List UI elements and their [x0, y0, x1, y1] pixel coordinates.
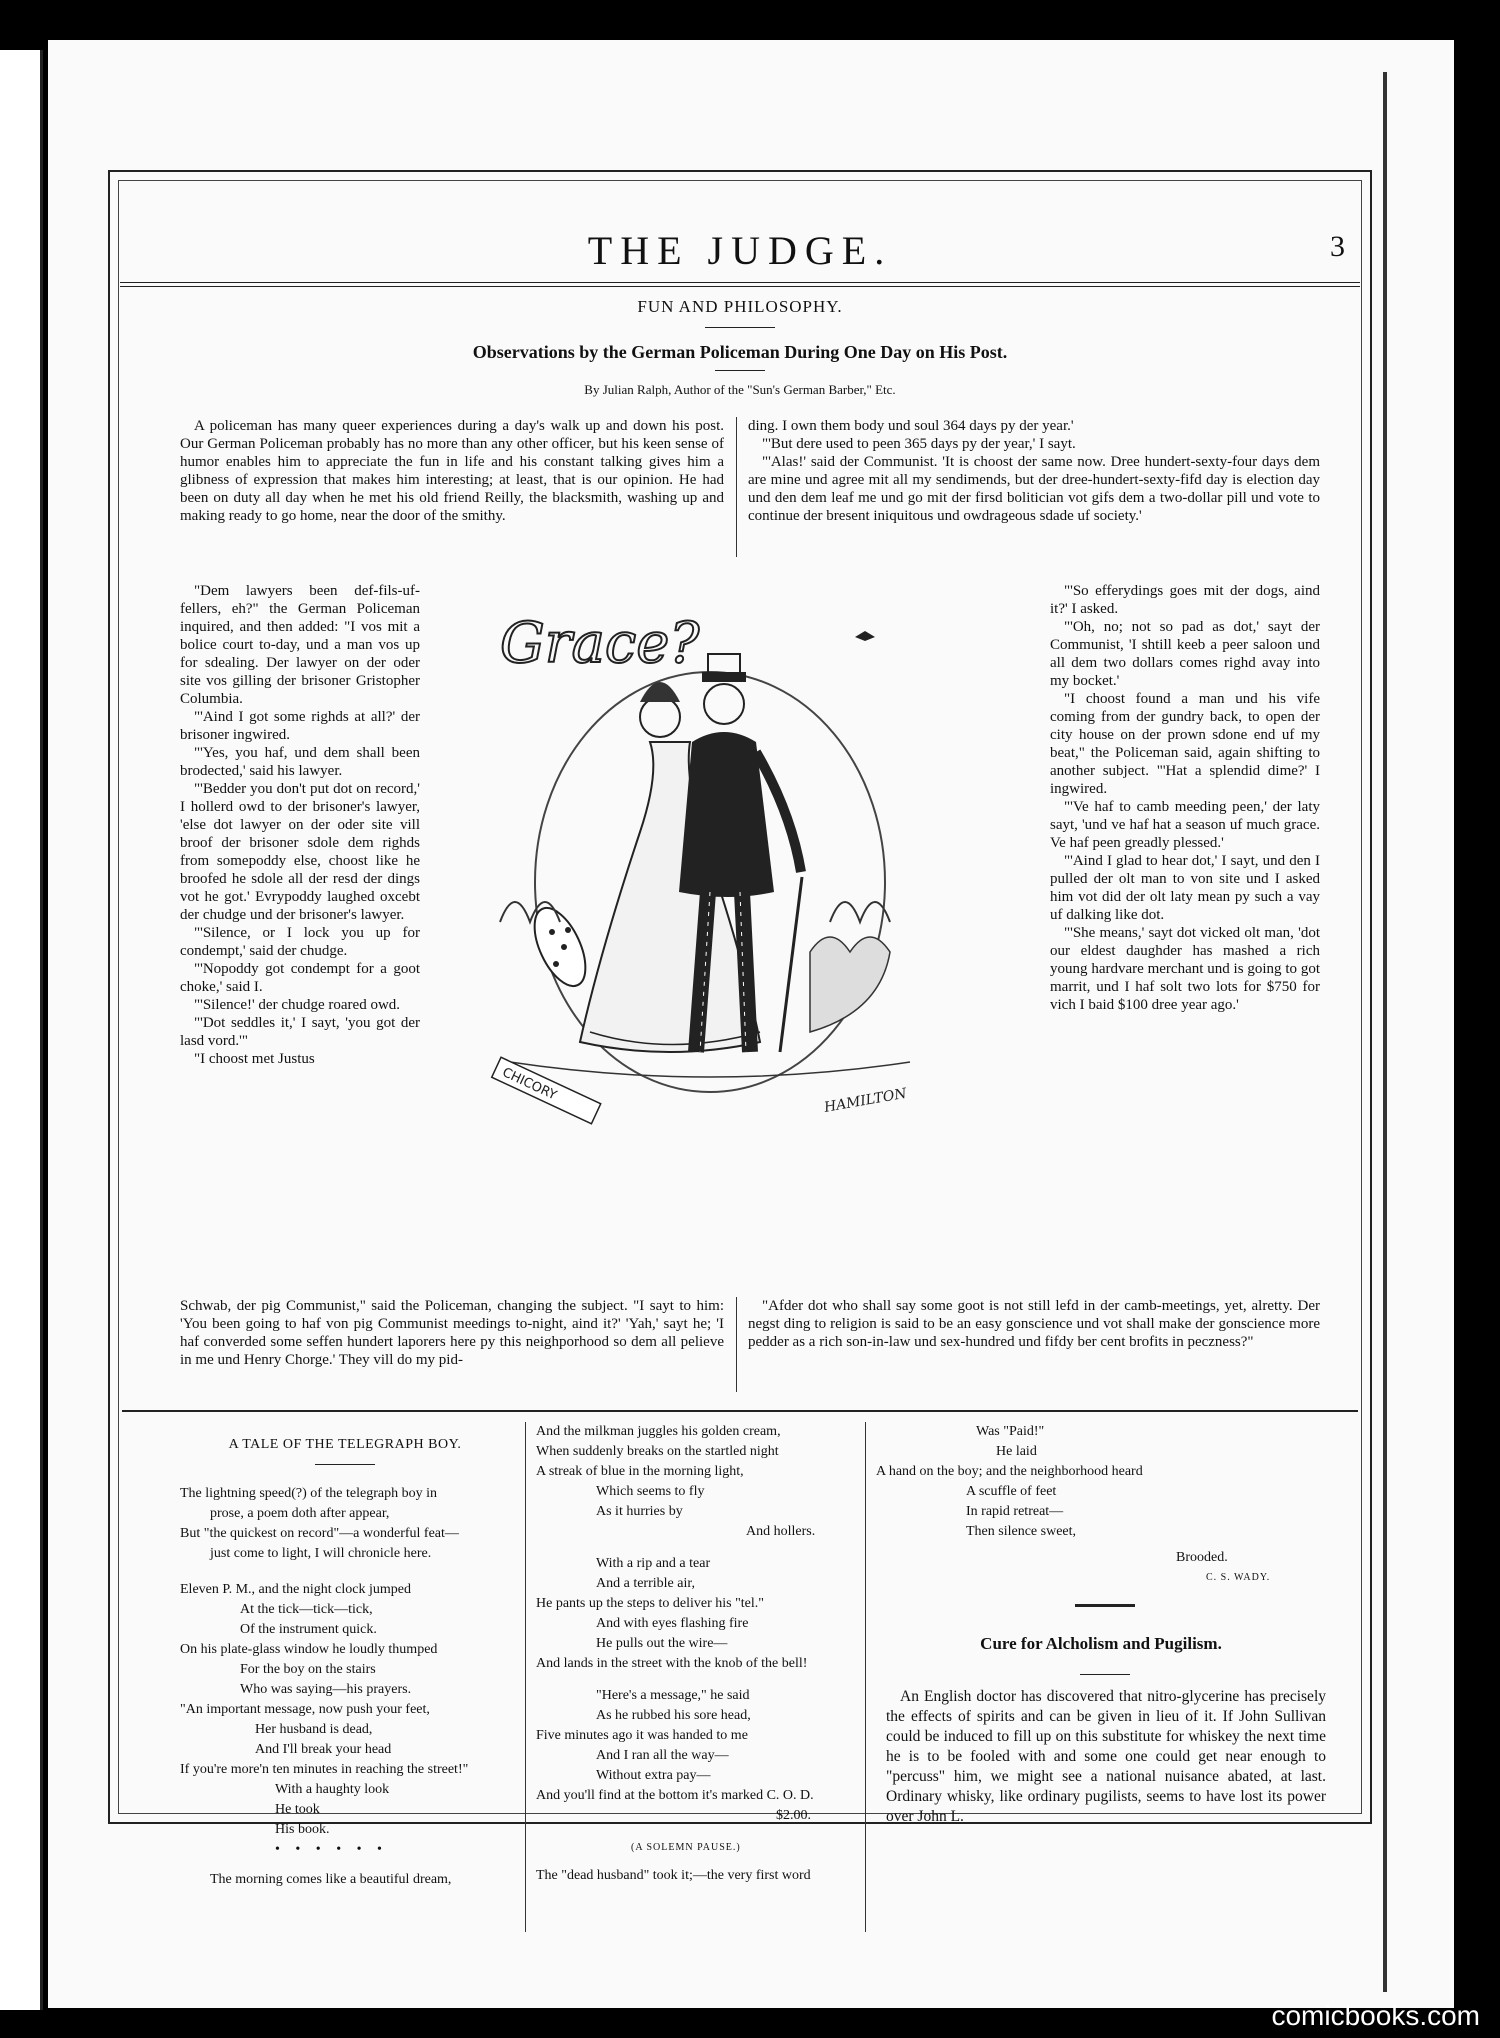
article-right-column: "'So efferydings goes mit der dogs, aind it?' I asked. "'Oh, no; not so pad as dot,' sayt der Communist, 'I shtill keeb a peer saloon und all dem two dollars comes righd avay into my bocket.' "I choost found a man und his vife coming from der gundry back, to open der city house on der prown sdone end uf my beat," the Policeman said, again shifting to another subject. "'Hat a splendid dime?' I ingwired. "'Ve haf to camb meeding peen,' der laty sayt, 'und ve haf hat a season uf much grace. Ve haf peen greadly plessed.' "'Aind I glad to hear dot,' I sayt, und den I pulled der olt man to von site und I asked him vot did der olt laty mean py such a vay uf dalking like dot. "'She means,' sayt dot vicked olt man, 'dot our eldest daughder has mashed a rich young hardvare merchant und is going to got marrit, und I haf solt two lots for $750 for vich I baid $100 dree year ago.' [1050, 583, 1320, 1013]
watermark: comicbooks.com [1271, 2000, 1480, 2031]
section-title: FUN AND PHILOSOPHY. [637, 297, 843, 316]
article-byline: By Julian Ralph, Author of the "Sun's German Barber," Etc. [584, 382, 896, 397]
article-left-column: "Dem lawyers been def-fils-uf-fellers, eh?" the German Policeman inquired, and then added: "I vos mit a bolice court to-day, und a man vos up for sdealing. Der lawyer on der oder site vos gilling der brisoner Gristopher Columbia. "'Aind I got some righds at all?' der brisoner ingwired. "'Yes, you haf, und dem shall been brodected,' said his lawyer. "'Bedder you don't put dot on record,' I hollerd owd to der brisoner's lawyer, 'else dot lawyer on der oder site vill broof der brisoner sdole dem righds from somepoddy else, choost like he broofed he sdole all der resd der dings vot he got.' Evrypoddy laughed oxcebt der chudge und der brisoner's lawyer. "'Silence, or I lock you up for condempt,' said der chudge. "'Nopoddy got condempt for a goot choke,' said I. "'Silence!' der chudge roared owd. "'Dot seddles it,' I sayt, 'you got der lasd vord.'" "I choost met Justus [180, 583, 420, 1067]
man-figure [679, 654, 802, 1052]
page-frame [108, 170, 1372, 1887]
article-bottom-left: Schwab, der pig Communist," said the Policeman, changing the subject. "I sayt to him: 'You been going to haf von pig Communist meedings to-night, aind it?' 'Yah,' sayt he; 'I haf converded some seffen hundert laporers here py this neighporhood so dem all pelieve in me und Henry Chorge.' They vill do my pid- [180, 1298, 724, 1368]
poem-column-1: The lightning speed(?) of the telegraph boy in prose, a poem doth after appear, But "the quickest on record"—a wonderful feat— just come to light, I will chronicle here. Eleven P. M., and the night clock jumped At the tick—tick—tick, Of the instrument quick. On his plate-glass window he loudly thumped For the boy on the stairs Who was saying—his prayers. "An important message, now push your feet, Her husband is dead, And I'll break your head If you're more'n ten minutes in reaching the street!" With a haughty look He took His book. • • • • • • The morning comes like a beautiful dream, [180, 1486, 469, 1887]
cure-title: Cure for Alcholism and Pugilism. [980, 1634, 1222, 1653]
illustration-signature: HAMILTON [822, 1085, 908, 1116]
binding-rule [1383, 72, 1387, 1992]
cure-article: An English doctor has discovered that nitro-glycerine has precisely the effects of spirits and can be given in lieu of it. If John Sullivan could be induced to fill up on this substitute for whiskey the next time he is to be fooled with and some one could get near enough to "percuss" him, we might see a national nuisance abated, at last. Ordinary whisky, like ordinary pugilists, seems to have lost its power over John L. [886, 1688, 1326, 1825]
article-bottom-right: "Afder dot who shall say some goot is not still lefd in der camb-meetings, yet, alretty. Der negst ding to religion is said to be an easy gonscience und vot shall make der gonscience more pedder as a rich son-in-law und sex-hundred und fifdy ber cent brofits in peczness?" [748, 1298, 1320, 1350]
poem-column-3: Was "Paid!" He laid A hand on the boy; and the neighborhood heard A scuffle of feet In rapid retreat— Then silence sweet, Brooded. C. S. WADY. [876, 1422, 1326, 1588]
masthead-title: THE JUDGE. [587, 228, 893, 273]
page-number: 3 [1330, 230, 1345, 263]
article-top-right: ding. I own them body und soul 364 days py der year.' "'But dere used to peen 365 days py der year,' I sayt. "'Alas!' said der Communist. 'It is choost der same now. Dree hundert-sexty-four days dem are mine und agree mit all my sendimends, but der dree-hundert-sexty-fifd day is election day und den dem leaf me und go mit der firsd bolitician vot gifs dem a two-dollar pill und vote to continue der bresent iniquitous und owdrageous sdade uf society.' [748, 418, 1320, 524]
grace-illustration [480, 592, 930, 1127]
illustration-title: Grace? [500, 611, 700, 676]
bird-icon [855, 631, 875, 641]
column-rule [736, 417, 737, 557]
divider [705, 327, 775, 328]
page [48, 40, 1454, 2008]
divider [715, 370, 765, 371]
poem-column-2: And the milkman juggles his golden cream, When suddenly breaks on the startled night A streak of blue in the morning light, Which seems to fly As it hurries by And hollers. With a rip and a tear And a terrible air, He pants up the steps to deliver his "tel." And with eyes flashing fire He pulls out the wire— And lands in the street with the knob of the bell! "Here's a message," he said As he rubbed his sore head, Five minutes ago it was handed to me And I ran all the way— Without extra pay— And you'll find at the bottom it's marked C. O. D. $2.00. (A SOLEMN PAUSE.) The "dead husband" took it;—the very first word [536, 1424, 816, 1883]
poem-author: C. S. WADY. [1206, 1572, 1271, 1583]
column-rule [736, 1297, 737, 1392]
left-page-edge [0, 50, 43, 2010]
svg-text:CHICORY: CHICORY [499, 1065, 559, 1104]
article-subtitle: Observations by the German Policeman During One Day on His Post. [472, 342, 1008, 362]
article-intro: A policeman has many queer experiences during a day's walk up and down his post. Our German Policeman probably has no more than any other officer, but his keen sense of humor enables him to appreciate the fun in life and his constant talking gives him a glibness of expression that makes him interesting; at least, that is our opinion. He had been on duty all day when he met his old friend Reilly, the blacksmith, washing up and making ready to go home, near the door of the smithy. [180, 418, 724, 524]
section-divider [122, 1410, 1358, 1412]
poem-title: A TALE OF THE TELEGRAPH BOY. [228, 1437, 462, 1452]
masthead-rule [120, 282, 1360, 283]
